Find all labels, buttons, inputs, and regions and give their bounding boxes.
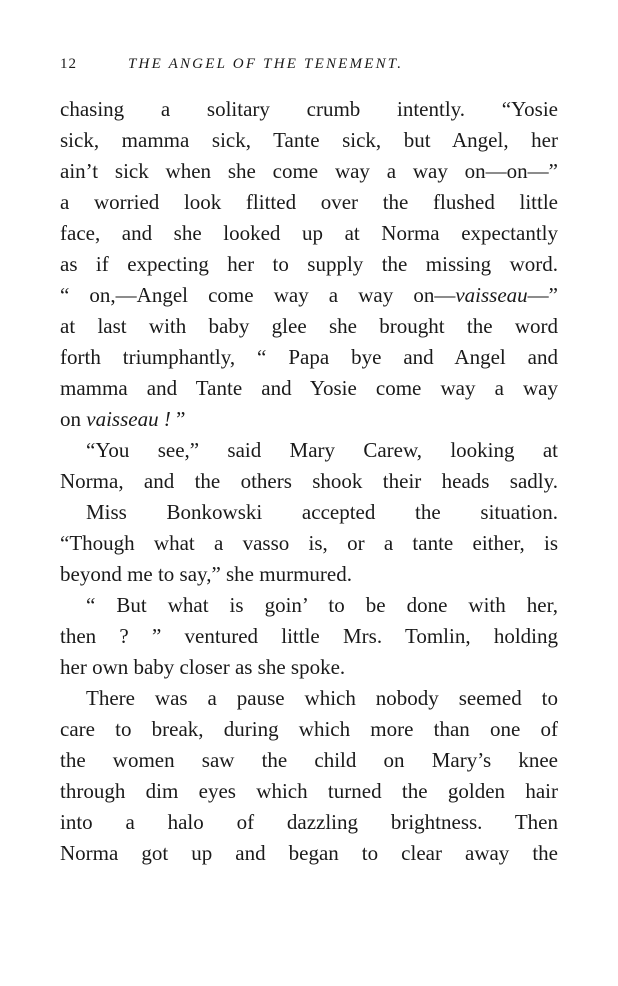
text-line: face, and she looked up at Norma expectantly — [60, 221, 558, 245]
text-line: “You see,” said Mary Carew, looking at — [86, 438, 558, 462]
text-line: chasing a solitary crumb intently. “Yosie — [60, 97, 558, 121]
text-line: ain’t sick when she come way a way on—on—” — [60, 159, 558, 183]
page-number: 12 — [60, 56, 77, 72]
text-line: “Though what a vasso is, or a tante either, is — [60, 531, 558, 555]
text-line: care to break, during which more than one of — [60, 717, 558, 741]
text-line: as if expecting her to supply the missing word. — [60, 252, 558, 276]
text-line: There was a pause which nobody seemed to — [86, 686, 558, 710]
text-line: Norma, and the others shook their heads sadly. — [60, 469, 558, 493]
text-line: the women saw the child on Mary’s knee — [60, 748, 558, 772]
line-segment: on — [60, 407, 87, 431]
italic-word: vaisseau — [455, 283, 528, 307]
line-segment: —” — [527, 283, 558, 307]
text-line: then ? ” ventured little Mrs. Tomlin, holding — [60, 624, 558, 648]
line-segment: “ on,—Angel come way a way on— — [60, 283, 456, 307]
text-line — [60, 280, 558, 311]
text-line: mamma and Tante and Yosie come way a way — [60, 376, 558, 400]
italic-word: vaisseau ! — [86, 407, 171, 431]
text-line: Miss Bonkowski accepted the situation. — [86, 500, 558, 524]
text-line: through dim eyes which turned the golden hair — [60, 779, 558, 803]
text-line: sick, mamma sick, Tante sick, but Angel, her — [60, 128, 558, 152]
line-segment: ” — [170, 407, 186, 431]
text-line: forth triumphantly, “ Papa bye and Angel and — [60, 345, 558, 369]
text-line: beyond me to say,” she murmured. — [60, 562, 352, 586]
text-line: a worried look flitted over the flushed little — [60, 190, 558, 214]
text-line: her own baby closer as she spoke. — [60, 655, 346, 679]
running-title: THE ANGEL OF THE TENEMENT. — [128, 56, 404, 72]
text-line — [60, 404, 558, 435]
page-header — [60, 56, 560, 80]
body-text — [60, 94, 558, 869]
text-line: “ But what is goin’ to be done with her, — [86, 593, 558, 617]
text-line: into a halo of dazzling brightness. Then — [60, 810, 558, 834]
text-line: at last with baby glee she brought the word — [60, 314, 558, 338]
text-line: Norma got up and began to clear away the — [60, 841, 558, 865]
